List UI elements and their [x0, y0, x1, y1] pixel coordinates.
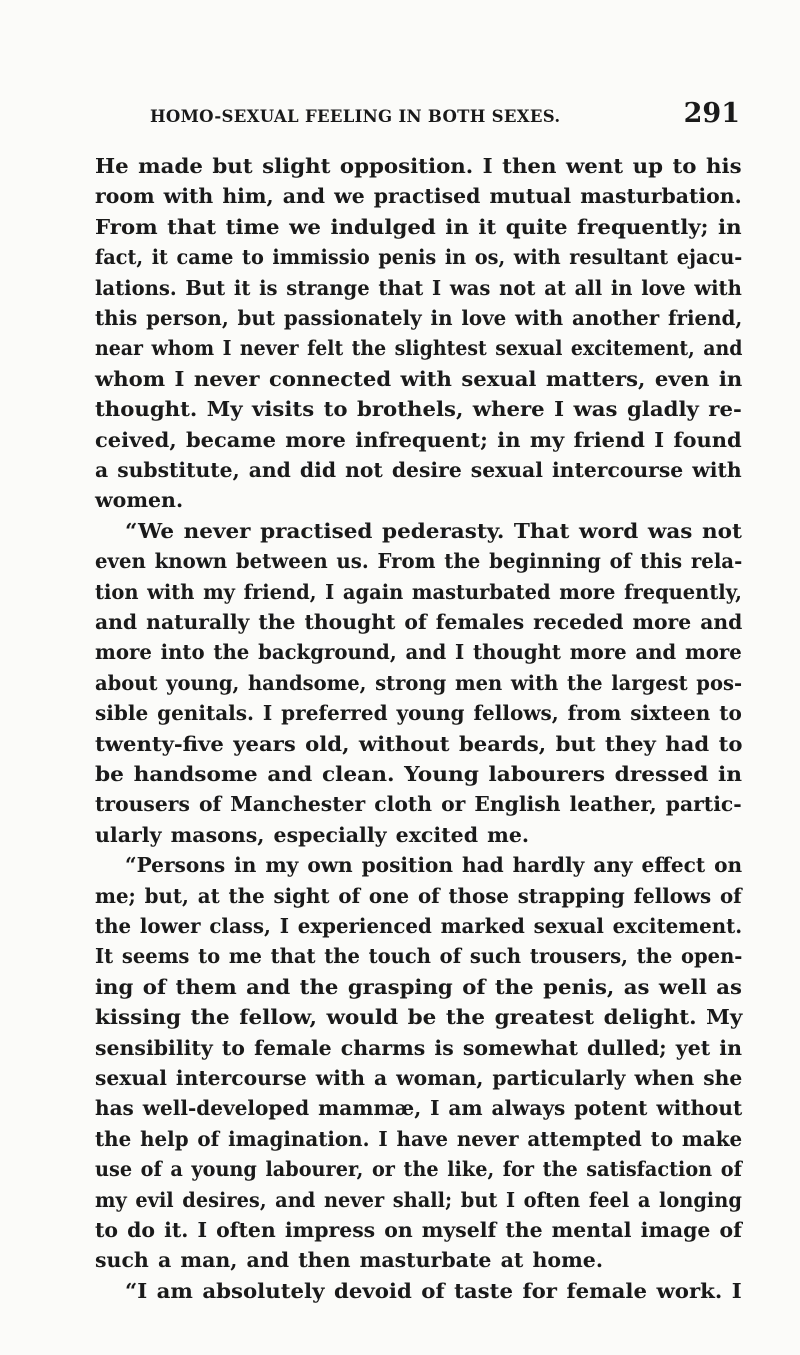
text-line: ing of them and the grasping of the penis, as well as [95, 975, 742, 999]
text-line: lations. But it is strange that I was not at all in love with [95, 276, 742, 300]
text-line: my evil desires, and never shall; but I often feel a longing [95, 1188, 742, 1212]
text-line: about young, handsome, strong men with the largest pos- [95, 671, 743, 695]
running-title: HOMO-SEXUAL FEELING IN BOTH SEXES. [150, 107, 561, 126]
text-line: ularly masons, especially excited me. [95, 823, 530, 847]
text-line: “We never practised pederasty. That word was not [125, 519, 742, 543]
text-line: even known between us. From the beginning of this rela- [95, 549, 743, 573]
text-line: From that time we indulged in it quite frequently; in [95, 215, 742, 239]
text-line: women. [95, 488, 184, 512]
text-line: “Persons in my own position had hardly any effect on [125, 853, 743, 877]
text-line: ceived, became more infrequent; in my friend I found [95, 428, 742, 452]
text-line: use of a young labourer, or the like, for the satisfaction of [95, 1157, 742, 1181]
text-line: sible genitals. I preferred young fellows, from sixteen to [95, 701, 742, 725]
text-line: the lower class, I experienced marked sexual excitement. [95, 914, 743, 938]
text-line: twenty-five years old, without beards, but they had to [95, 732, 743, 756]
text-line: It seems to me that the touch of such trousers, the open- [95, 944, 743, 968]
text-line: tion with my friend, I again masturbated more frequently, [95, 580, 742, 604]
text-line: “I am absolutely devoid of taste for female work. I [125, 1279, 742, 1303]
text-line: more into the background, and I thought more and more [95, 640, 742, 664]
text-line: the help of imagination. I have never attempted to make [95, 1127, 743, 1151]
text-line: He made but slight opposition. I then went up to his [95, 154, 742, 178]
text-line: be handsome and clean. Young labourers dressed in [95, 762, 743, 786]
text-line: whom I never connected with sexual matters, even in [95, 367, 743, 391]
running-head [150, 98, 740, 138]
text-line: has well-developed mammæ, I am always potent without [95, 1096, 743, 1120]
text-line: fact, it came to immissio penis in os, with resultant ejacu- [95, 245, 743, 269]
text-line: thought. My visits to brothels, where I was gladly re- [95, 397, 742, 421]
text-line: sexual intercourse with a woman, particularly when she [95, 1066, 743, 1090]
text-line: room with him, and we practised mutual masturbation. [95, 184, 742, 208]
text-line: near whom I never felt the slightest sexual excitement, and [95, 336, 743, 360]
text-line: a substitute, and did not desire sexual intercourse with [95, 458, 742, 482]
text-line: to do it. I often impress on myself the mental image of [95, 1218, 742, 1242]
text-line: kissing the fellow, would be the greatest delight. My [95, 1005, 743, 1029]
text-line: and naturally the thought of females receded more and [95, 610, 743, 634]
text-line: such a man, and then masturbate at home. [95, 1248, 603, 1272]
text-line: sensibility to female charms is somewhat dulled; yet in [95, 1036, 742, 1060]
text-line: me; but, at the sight of one of those strapping fellows of [95, 884, 742, 908]
page-number: 291 [683, 98, 740, 129]
text-line: this person, but passionately in love with another friend, [95, 306, 743, 330]
text-line: trousers of Manchester cloth or English leather, partic- [95, 792, 742, 816]
